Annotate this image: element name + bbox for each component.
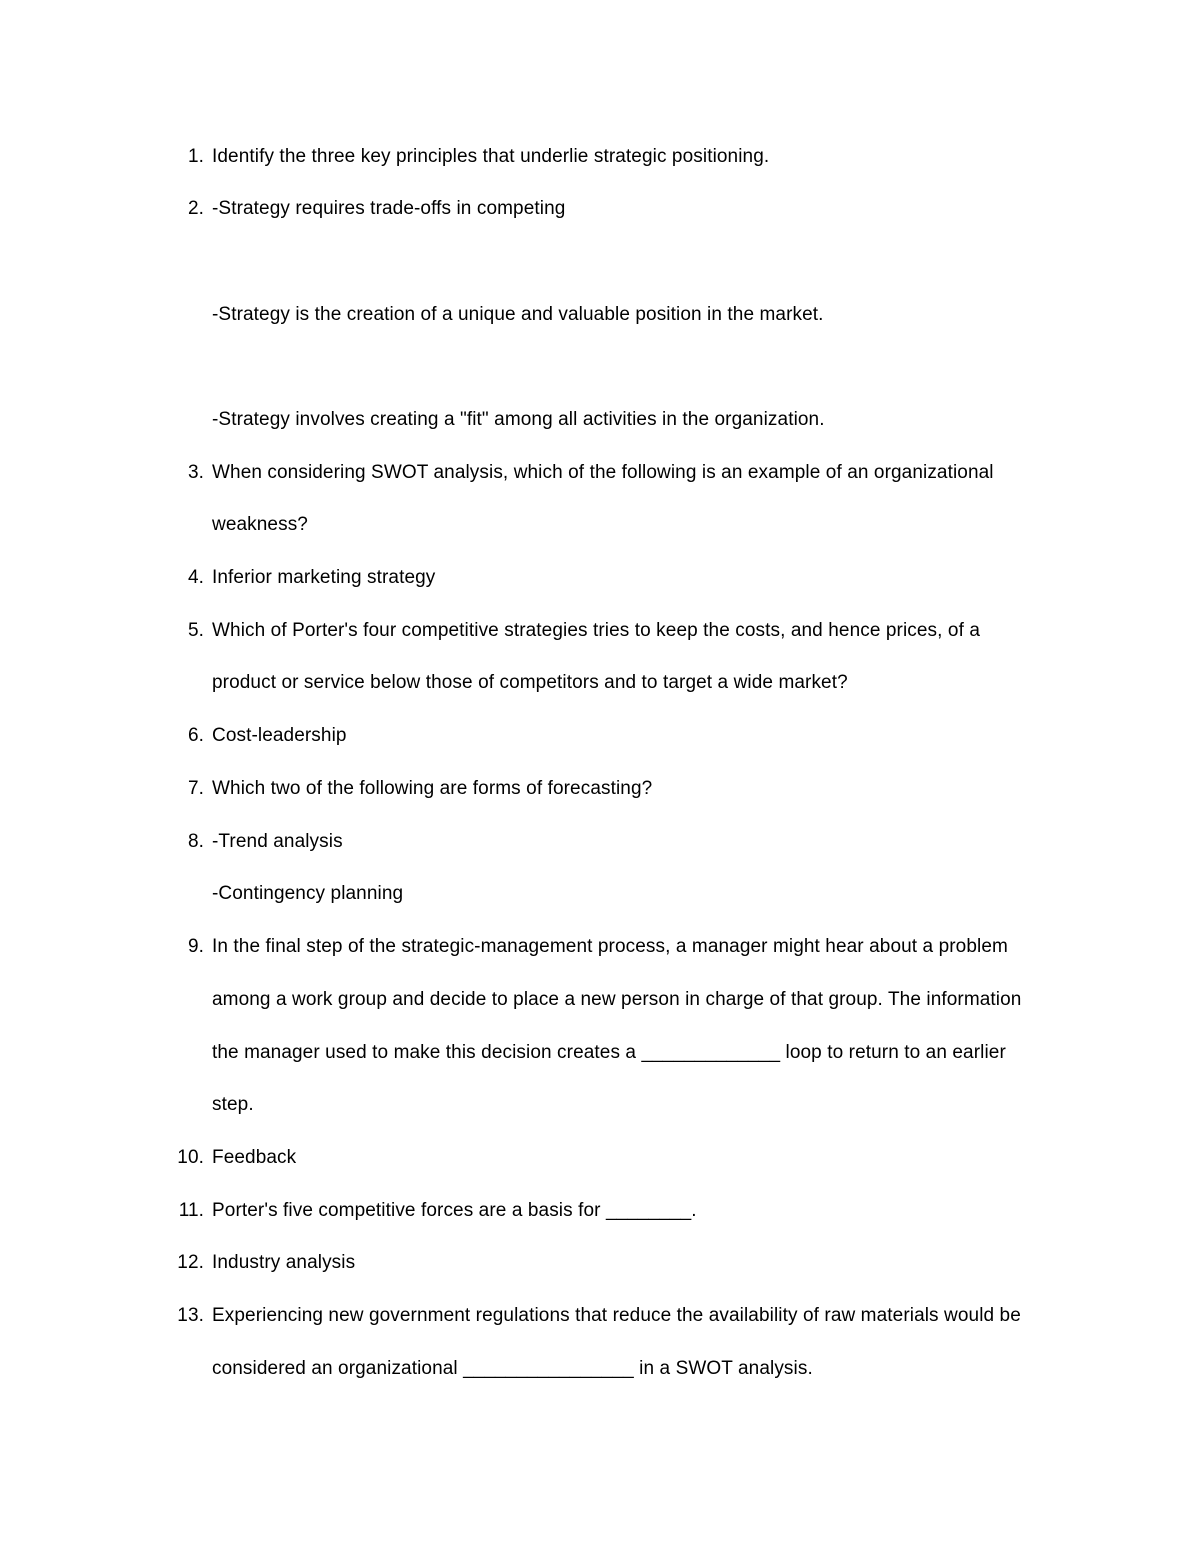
item-text: In the final step of the strategic-management process, a manager might hear about a problem (212, 936, 1008, 957)
item-text: -Strategy is the creation of a unique and valuable position in the market. (212, 304, 824, 325)
item-text: product or service below those of competitors and to target a wide market? (212, 672, 848, 693)
item-number: 13. (177, 1305, 204, 1326)
item-text: Identify the three key principles that underlie strategic positioning. (212, 146, 770, 167)
item-number: 1. (187, 146, 204, 167)
item-text: Porter's five competitive forces are a basis for ________. (212, 1200, 697, 1221)
item-number: 2. (187, 198, 204, 219)
item-text: Cost-leadership (212, 725, 347, 746)
item-text: Feedback (212, 1147, 297, 1168)
item-number: 6. (187, 725, 204, 746)
item-number: 11. (178, 1200, 204, 1221)
item-text: Experiencing new government regulations that reduce the availability of raw materials would be (212, 1305, 1021, 1326)
item-text: Which two of the following are forms of forecasting? (212, 778, 653, 799)
item-text: considered an organizational ________________ in a SWOT analysis. (212, 1358, 813, 1379)
item-text: -Strategy requires trade-offs in competing (212, 198, 566, 219)
item-number: 5. (187, 620, 204, 641)
item-text: among a work group and decide to place a new person in charge of that group. The information (212, 989, 1022, 1010)
item-text: -Strategy involves creating a "fit" among all activities in the organization. (212, 409, 825, 430)
item-text: Which of Porter's four competitive strategies tries to keep the costs, and hence prices, of a (212, 620, 981, 641)
item-number: 7. (187, 778, 204, 799)
item-number: 9. (187, 936, 204, 957)
item-text: -Contingency planning (212, 883, 404, 904)
item-text: -Trend analysis (212, 831, 343, 852)
item-number: 3. (187, 462, 204, 483)
item-text: When considering SWOT analysis, which of the following is an example of an organizational (212, 462, 994, 483)
item-number: 10. (177, 1147, 204, 1168)
item-text: the manager used to make this decision creates a _____________ loop to return to an earlier (212, 1042, 1006, 1063)
item-text: step. (212, 1094, 254, 1115)
item-number: 4. (187, 567, 204, 588)
item-number: 12. (177, 1252, 204, 1273)
item-text: Inferior marketing strategy (212, 567, 436, 588)
item-number: 8. (187, 831, 204, 852)
item-text: weakness? (212, 514, 308, 535)
item-text: Industry analysis (212, 1252, 356, 1273)
